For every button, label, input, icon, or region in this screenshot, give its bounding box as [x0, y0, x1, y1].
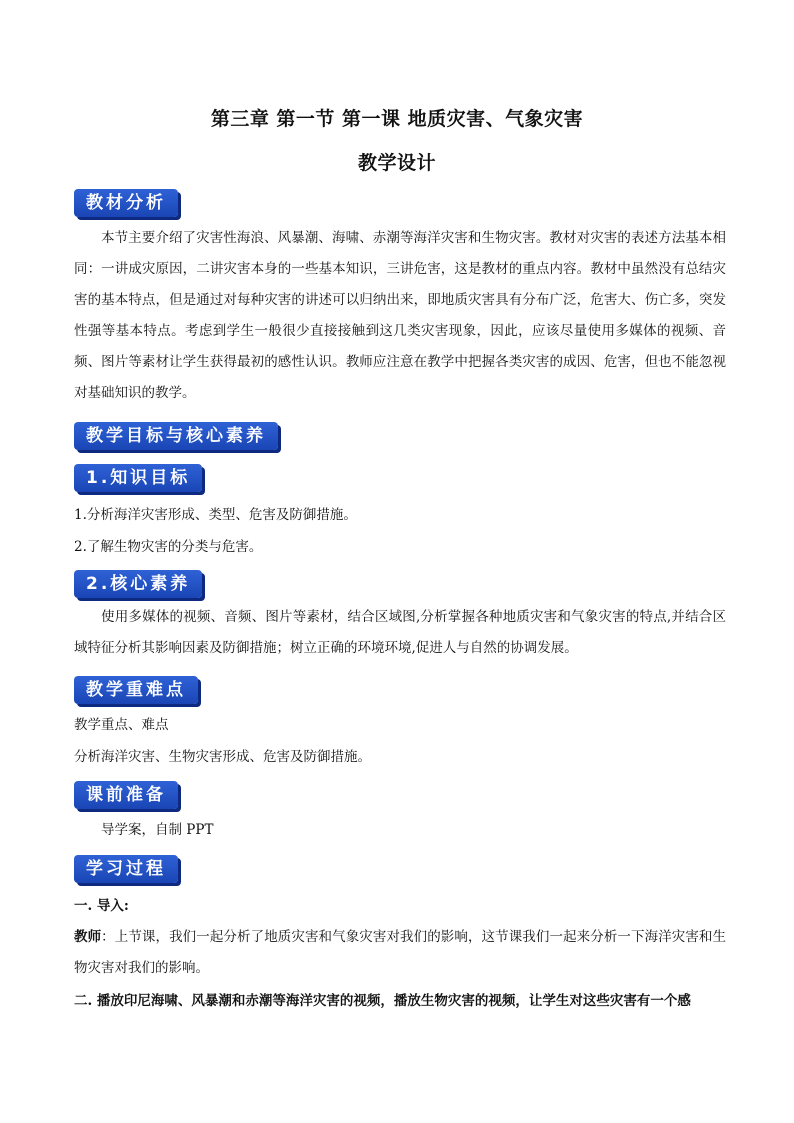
- teacher-paragraph: [74, 922, 726, 984]
- section-badge-goals: 教学目标与核心素养: [74, 422, 278, 450]
- keypoints-text: 分析海洋灾害、生物灾害形成、危害及防御措施。: [74, 749, 371, 765]
- section-badge-material: 教材分析: [74, 189, 178, 217]
- section-badge-knowledge: 1.知识目标: [74, 464, 202, 492]
- knowledge-item-1: 1.分析海洋灾害形成、类型、危害及防御措施。: [74, 507, 357, 523]
- section-badge-keypoints: 教学重难点: [74, 676, 198, 704]
- document-title: 第三章 第一节 第一课 地质灾害、气象灾害: [210, 108, 584, 130]
- process-step-2: 二. 播放印尼海啸、风暴潮和赤潮等海洋灾害的视频，播放生物灾害的视频，让学生对这些灾害有一个感: [74, 993, 691, 1009]
- document-subtitle: 教学设计: [357, 152, 436, 174]
- section-badge-prep: 课前准备: [74, 781, 178, 809]
- process-step-1: 一. 导入:: [74, 898, 129, 914]
- material-paragraph: 本节主要介绍了灾害性海浪、风暴潮、海啸、赤潮等海洋灾害和生物灾害。教材对灾害的表述方法基本相同：一讲成灾原因，二讲灾害本身的一些基本知识，三讲危害，这是教材的重点内容。教材中虽然没有总结灾害的基本特点，但是通过对每种灾害的讲述可以归纳出来，即地质灾害具有分布广泛，危害大、伤亡多，突发性强等基本特点。考虑到学生一般很少直接接触到这几类灾害现象，因此，应该尽量使用多媒体的视频、音频、图片等素材让学生获得最初的感性认识。教师应注意在教学中把握各类灾害的成因、危害，但也不能忽视对基础知识的教学。: [74, 230, 726, 401]
- literacy-paragraph: 使用多媒体的视频、音频、图片等素材，结合区域图,分析掌握各种地质灾害和气象灾害的特点,并结合区域特征分析其影响因素及防御措施；树立正确的环境环境,促进人与自然的协调发展。: [74, 609, 726, 656]
- knowledge-item-2: 2.了解生物灾害的分类与危害。: [74, 539, 263, 555]
- keypoints-heading: 教学重点、难点: [74, 717, 169, 733]
- prep-text: 导学案，自制 PPT: [101, 822, 214, 838]
- section-badge-literacy: 2.核心素养: [74, 570, 202, 598]
- section-badge-process: 学习过程: [74, 855, 178, 883]
- teacher-text: ：上节课，我们一起分析了地质灾害和气象灾害对我们的影响，这节课我们一起来分析一下海洋灾害和生物灾害对我们的影响。: [74, 929, 727, 976]
- teacher-label: 教师: [74, 929, 102, 945]
